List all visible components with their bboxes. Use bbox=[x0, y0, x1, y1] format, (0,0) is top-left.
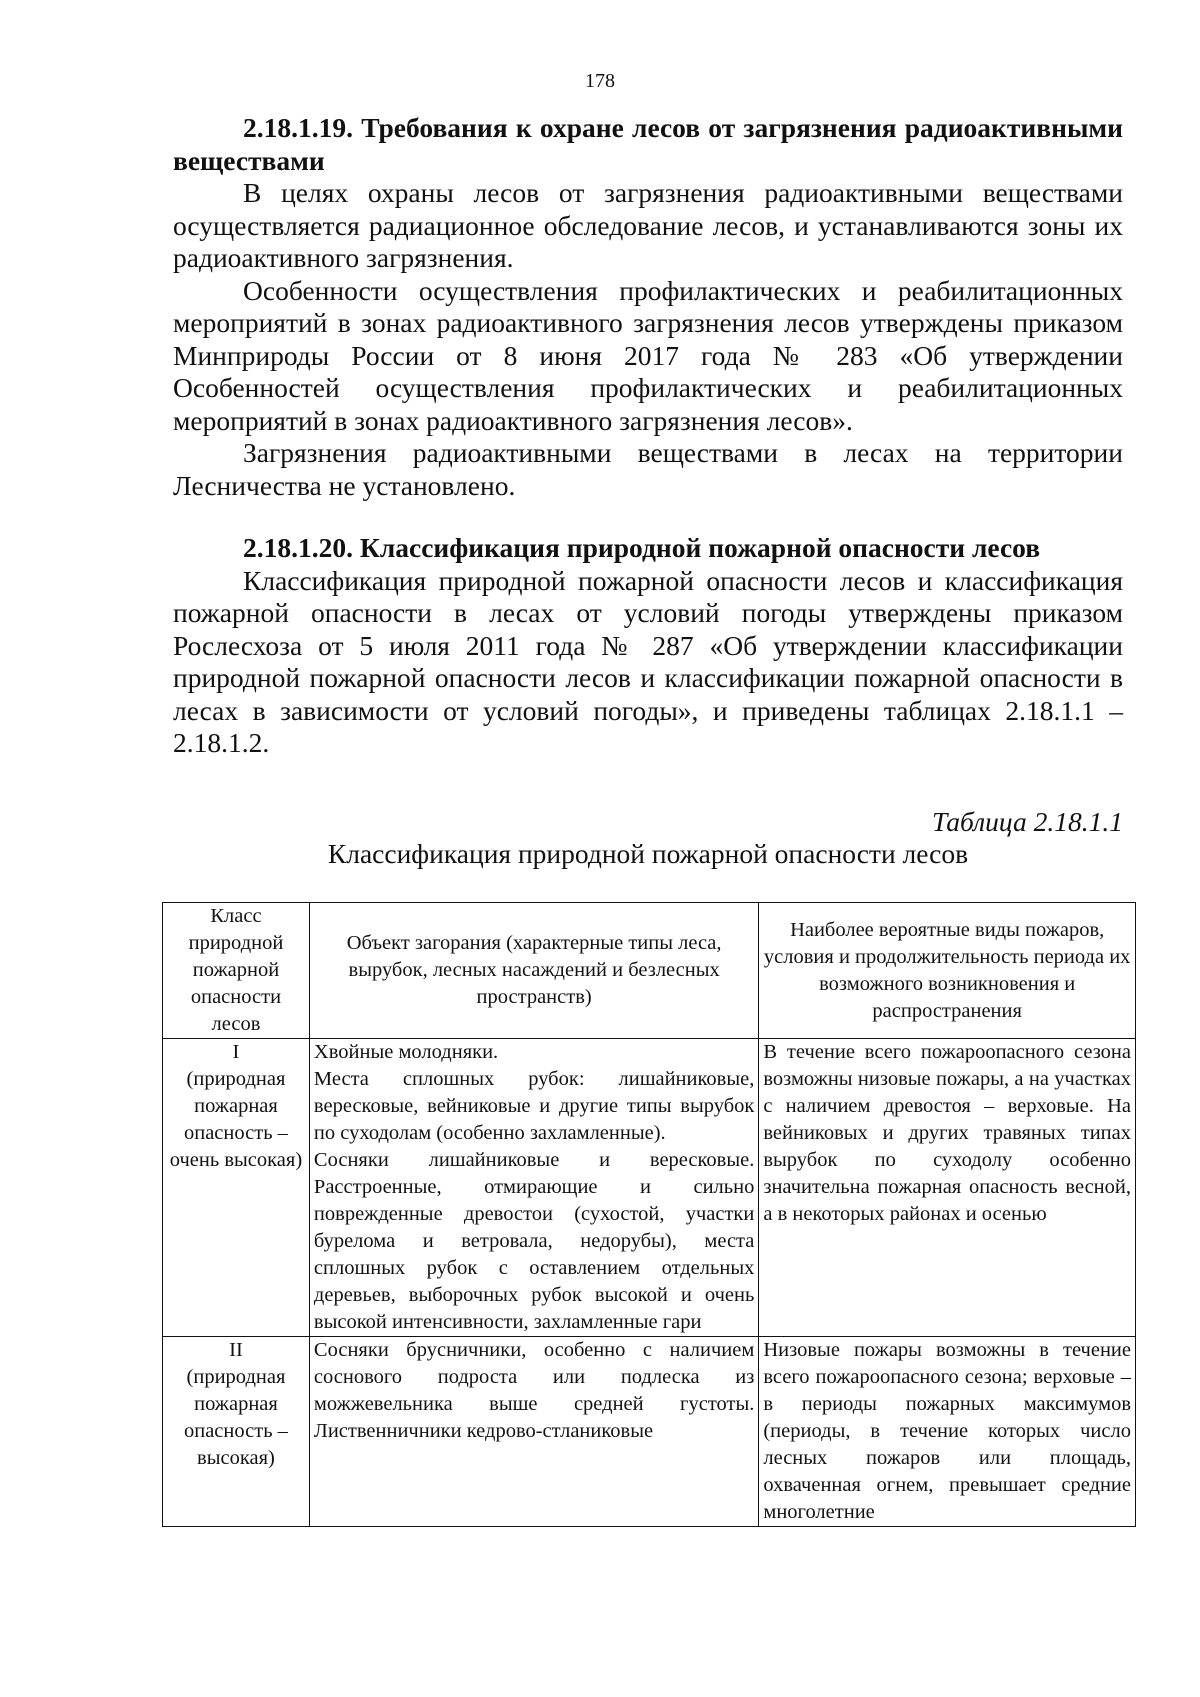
table-header-row bbox=[163, 903, 1136, 1039]
class-cell bbox=[163, 1337, 310, 1527]
page-number: 178 bbox=[585, 70, 615, 92]
class-number: I bbox=[232, 1041, 240, 1063]
table-row bbox=[163, 1039, 1136, 1337]
class-name: (природная пожарная опасность – очень высокая) bbox=[169, 1068, 303, 1171]
object-text: Сосняки брусничники, особенно с наличием соснового подроста или подлеска из можжевельника выше средней густоты. Лиственничники кедрово-стланиковые bbox=[313, 1339, 755, 1442]
table-label: Таблица 2.18.1.1 bbox=[931, 805, 1123, 837]
fire-danger-classification-table bbox=[162, 902, 1136, 1527]
object-cell bbox=[309, 1039, 758, 1337]
paragraph: Особенности осуществления профилактических и реабилитационных мероприятий в зонах радиоактивного загрязнения лесов утверждены приказом Минприроды России от 8 июня 2017 года № 283 «Об утверждении Особенностей осуществления профилактических и реабилитационных мероприятий в зонах радиоактивного загрязнения лесов». bbox=[173, 274, 1123, 436]
section-heading-2-18-1-19: 2.18.1.19. Требования к охране лесов от загрязнения радиоактивными веществами bbox=[173, 112, 1123, 176]
object-text: Хвойные молодняки. Места сплошных рубок: лишайниковые, вересковые, вейниковые и другие типы вырубок по суходолам (особенно захламленные). Сосняки лишайниковые и вересковые. Расстроенные, отмирающие и сильно поврежденные древостои (сухостой, участки бурелома и ветровала, недорубы), места сплошных рубок с оставлением отдельных деревьев, выборочных рубок высокой и очень высокой интенсивности, захламленные гари bbox=[313, 1041, 755, 1333]
class-number: II bbox=[229, 1339, 243, 1361]
header-fire-types: Наиболее вероятные виды пожаров, условия и продолжительность периода их возможного возникновения и распространения bbox=[759, 903, 1136, 1039]
document-body bbox=[173, 112, 1123, 871]
header-object: Объект загорания (характерные типы леса, вырубок, лесных насаждений и безлесных пространств) bbox=[309, 903, 758, 1039]
class-name: (природная пожарная опасность – высокая) bbox=[183, 1366, 288, 1469]
paragraph: В целях охраны лесов от загрязнения радиоактивными веществами осуществляется радиационное обследование лесов, и устанавливаются зоны их радиоактивного загрязнения. bbox=[173, 177, 1123, 273]
header-class: Класс природной пожарной опасности лесов bbox=[163, 903, 310, 1039]
table-title: Классификация природной пожарной опасности лесов bbox=[327, 838, 969, 869]
fire-types-text: Низовые пожары возможны в течение всего пожароопасного сезона; верховые – в периоды пожарных максимумов (периоды, в течение которых число лесных пожаров или площадь, охваченная огнем, превышает средние многолетние bbox=[763, 1339, 1131, 1523]
class-cell bbox=[163, 1039, 310, 1337]
object-cell bbox=[309, 1337, 758, 1527]
fire-types-cell bbox=[759, 1039, 1136, 1337]
paragraph: Классификация природной пожарной опасности лесов и классификация пожарной опасности в лесах от условий погоды утверждены приказом Рослесхоза от 5 июля 2011 года № 287 «Об утверждении классификации природной пожарной опасности лесов и классификации пожарной опасности в лесах в зависимости от условий погоды», и приведены таблицах 2.18.1.1 – 2.18.1.2. bbox=[173, 564, 1123, 758]
fire-types-cell bbox=[759, 1337, 1136, 1527]
section-heading-2-18-1-20: 2.18.1.20. Классификация природной пожарной опасности лесов bbox=[243, 532, 1041, 563]
fire-types-text: В течение всего пожароопасного сезона возможны низовые пожары, а на участках с наличием древостоя – верховые. На вейниковых и других травяных типах вырубок по суходолу особенно значительна пожарная опасность весной, а в некоторых районах и осенью bbox=[763, 1041, 1131, 1225]
table-row bbox=[163, 1337, 1136, 1527]
paragraph: Загрязнения радиоактивными веществами в лесах на территории Лесничества не установлено. bbox=[173, 437, 1123, 501]
